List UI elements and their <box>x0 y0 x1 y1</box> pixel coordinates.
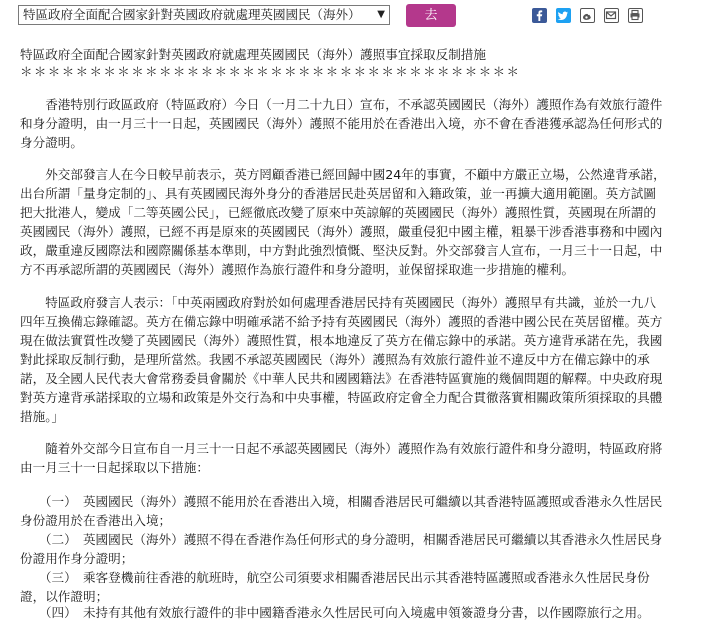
paragraph-line: 出台所謂「量身定制的」、具有英國國民海外身分的香港居民赴英居留和入籍政策，並一再擴大適用範圍。英方試圖 <box>20 186 656 201</box>
paragraph-line: 隨着外交部今日宣布自一月三十一日起不承認英國國民（海外）護照作為有效旅行證件和身分證明，特區政府將 <box>20 441 663 456</box>
paragraph-line: （一） 英國國民（海外）護照不能用於在香港出入境，相關香港居民可繼續以其香港特區護照或香港永久性居民 <box>20 494 663 509</box>
article-select-value: 特區政府全面配合國家針對英國政府就處理英國國民（海外） <box>23 7 361 22</box>
paragraph-line: 身份證用於在香港出入境； <box>20 513 172 528</box>
paragraph-2 <box>20 165 688 279</box>
measure-3 <box>20 568 688 606</box>
measure-2 <box>20 530 688 568</box>
paragraph-line: 對此採取反制行動，是理所當然。我國不承認英國國民（海外）護照為有效旅行證件並不違反中方在備忘錄中的承 <box>20 352 650 367</box>
paragraph-line: 特區政府發言人表示：「中英兩國政府對於如何處理香港居民持有英國國民（海外）護照早有共識，並於一九八 <box>20 295 656 310</box>
facebook-icon[interactable] <box>532 8 547 23</box>
measure-4 <box>20 603 688 622</box>
print-icon[interactable] <box>628 8 643 23</box>
top-toolbar <box>0 0 716 32</box>
article-select[interactable] <box>18 5 390 25</box>
paragraph-3 <box>20 293 688 426</box>
paragraph-line: 諾，及全國人民代表大會常務委員會關於《中華人民共和國國籍法》在香港特區實施的幾個問題的解釋。中央政府現 <box>20 371 663 386</box>
measure-1 <box>20 492 688 530</box>
star-separator: ＊＊＊＊＊＊＊＊＊＊＊＊＊＊＊＊＊＊＊＊＊＊＊＊＊＊＊＊＊＊＊＊＊＊＊＊ <box>20 64 521 79</box>
paragraph-line: （四） 未持有其他有效旅行證件的非中國籍香港永久性居民可向入境處申領簽證身分書，以作國際旅行之用。 <box>20 605 650 620</box>
paragraph-line: 方不再承認所謂的英國國民（海外）護照作為旅行證件和身分證明，並保留採取進一步措施的權利。 <box>20 262 575 277</box>
paragraph-line: 和身分證明，由一月三十一日起，英國國民（海外）護照不能用於在香港出入境，亦不會在香港獲承認為任何形式的 <box>20 116 663 131</box>
paragraph-line: （三） 乘客登機前往香港的航班時，航空公司須要求相關香港居民出示其香港特區護照或香港永久性居民身份 <box>20 570 650 585</box>
paragraph-line: 證，以作證明； <box>20 589 109 604</box>
paragraph-line: 四年互換備忘錄確認。英方在備忘錄中明確承諾不給予持有英國國民（海外）護照的香港中國公民在英居留權。英方 <box>20 314 663 329</box>
paragraph-line: 對英方違背承諾採取的立場和政策是外交行為和中央事權，特區政府定會全力配合貫徹落實相關政策所須採取的具體 <box>20 390 663 405</box>
paragraph-line: 由一月三十一日起採取以下措施： <box>20 460 209 475</box>
paragraph-line: 香港特別行政區政府（特區政府）今日（一月二十九日）宣布，不承認英國國民（海外）護照作為有效旅行證件 <box>20 97 663 112</box>
document-title: 特區政府全面配合國家針對英國政府就處理英國國民（海外）護照事宜採取反制措施 <box>20 47 486 62</box>
email-icon[interactable] <box>604 8 619 23</box>
chevron-down-icon: ▼ <box>377 9 385 20</box>
paragraph-line: 政，嚴重違反國際法和國際關係基本準則，中方對此強烈憤慨、堅決反對。外交部發言人宣布，一月三十一日起，中 <box>20 243 663 258</box>
paragraph-line: 份證用作身分證明； <box>20 551 134 566</box>
paragraph-line: 身分證明。 <box>20 135 83 150</box>
paragraph-line: 現在做法實質性改變了英國國民（海外）護照性質，根本地違反了英方在備忘錄中的承諾。英方違背承諾在先，我國 <box>20 333 663 348</box>
twitter-icon[interactable] <box>556 8 571 23</box>
paragraph-line: 把大批港人，變成「二等英國公民」，已經徹底改變了原來中英諒解的英國國民（海外）護照性質，英國現在所謂的 <box>20 205 656 220</box>
paragraph-line: （二） 英國國民（海外）護照不得在香港作為任何形式的身分證明，相關香港居民可繼續以其香港永久性居民身 <box>20 532 663 547</box>
paragraph-4 <box>20 439 688 477</box>
paragraph-line: 外交部發言人在今日較早前表示，英方罔顧香港已經回歸中國24年的事實，不顧中方嚴正立場，公然違背承諾， <box>20 167 666 182</box>
paragraph-1 <box>20 95 688 152</box>
paragraph-line: 英國國民（海外）護照，已經不再是原來的英國國民（海外）護照，嚴重侵犯中國主權，粗暴干涉香港事務和中國內 <box>20 224 663 239</box>
go-button[interactable]: 去 <box>406 4 456 27</box>
paragraph-line: 措施。」 <box>20 409 65 424</box>
weibo-icon[interactable] <box>580 8 595 23</box>
